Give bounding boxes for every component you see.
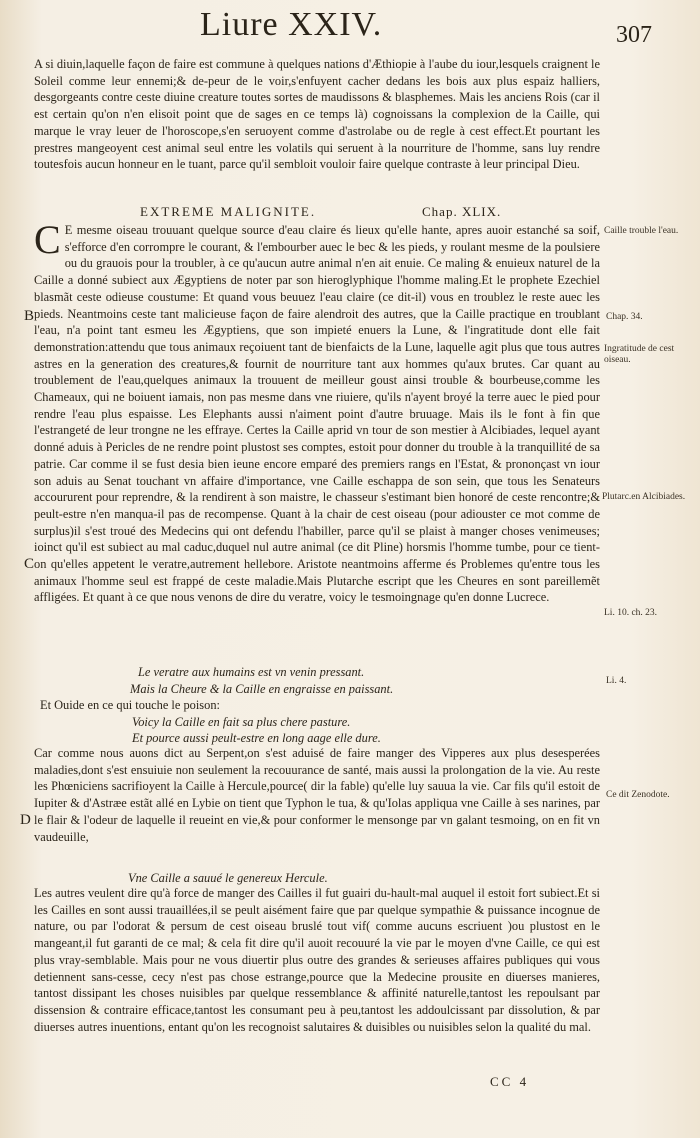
verse-line-4: Et pource aussi peult-estre en long aage elle dure. [132, 731, 381, 745]
margin-note: Li. 10. ch. 23. [604, 608, 658, 618]
verse-line-2: Mais la Cheure & la Caille en engraisse en paissant. [130, 682, 394, 696]
ovide-intro: Et Ouide en ce qui touche le poison: [40, 698, 220, 712]
page-number: 307 [616, 22, 652, 48]
margin-note: Ingratitude de cest oiseau. [604, 344, 675, 365]
margin-note: Chap. 34. [606, 312, 643, 322]
section-letter-c: C [24, 556, 35, 572]
page-title: Liure XXIV. [200, 6, 383, 43]
section-heading [140, 204, 610, 220]
section-letter-d: D [20, 812, 31, 828]
section-letter-b: B [24, 308, 35, 324]
drop-cap: C [34, 217, 61, 262]
margin-note: Li. 4. [606, 676, 627, 686]
verse-line-1: Le veratre aux humains est vn venin pressant. [138, 665, 365, 679]
paragraph-2 [34, 217, 600, 606]
signature-mark: CC 4 [490, 1074, 530, 1089]
paragraph-3: Car comme nous auons dict au Serpent,on s'est aduisé de faire manger des Vipperes aux plus desesperées maladies,dont s'est ensuiuie non seulement la recouurance de santé, mais aussi la prolongation de la vie. Au reste les Phœniciens sacrifioyent la Caille à Hercule,pource( dir la fable) qu'elle luy sauua la vie. Car fils qu'il estoit de Iupiter & d'Astræe estãt allé en Lybie on tient que Typhon le tua, & qu'Iolas appliqua vne Caille à ses narines, par le flair & l'odeur de laquelle il reueint en vie,& pour conformer le mensonge par vn galant tesmoing, on en fit vn vaudeuille, [34, 746, 600, 844]
paragraph-1: A si diuin,laquelle façon de faire est commune à quelques nations d'Æthiopie à l'aube du iour,lesquels craignent le Soleil comme leur ennemi;& de-peur de le voir,s'enfuyent cacher dedans les bois aux plus espaiz halliers, desgorgeants contre ceste diuine creature toutes sortes de maudissons & blasphemes. Mais les anciens Rois (car il est certain qu'on n'en elisoit point que de sages en ce temps là) cognoissans la complexion de la Caille, qui marque le vray leuer de l'horoscope,s'en seruoyent comme d'astrolabe ou de regle à cest effect.Et pourtant les prestres mangeoyent cest animal seul entre les volatils qui seruent à la nourriture de l'homme, sans luy rendre toutesfois aucun honneur en le tuant, parce qu'il sembloit vouloir faire quelque contraste à leur principal Dieu. [34, 57, 600, 172]
verse-line-3: Voicy la Caille en fait sa plus chere pasture. [132, 715, 351, 729]
verse-line-5: Vne Caille a sauué le genereux Hercule. [128, 871, 328, 885]
margin-note: Ce dit Zenodote. [606, 790, 670, 800]
margin-note: Caille trouble l'eau. [604, 226, 679, 236]
paragraph-2-text: E mesme oiseau trouuant quelque source d'eau claire és lieux qu'elle hante, apres auoir estanché sa soif, s'efforce d'en corrompre le courant, & l'embourber auec le bec & les pieds, y roulant mesme de la poulsiere ou du grauois pour la troubler, à ce qu'aucun autre animal n'en ait enuie. Ce maling & enuieux naturel de la Caille a donné subiect aux Ægyptiens de noter par son hieroglyphique l'homme maling.Et le prophete Ezechiel blasmãt ceste odieuse coustume: Et quand vous beuuez l'eau claire (ce dit-il) vous en troublez le reste auec les pieds. Neantmoins ceste tant malicieuse façon de faire alendroit des autres, que la Caille practique en troublant l'eau, n'a point tant esmeu les Ægyptiens, que son impieté enuers la Lune, & l'ingratitude dont elle fait demonstration:attendu que tous animaux reçoiuent tant de bienfaicts de la Lune, laquelle agit plus que tous autres astres en la generation des creatures,& fournit de nourriture tant aux hommes qu'aux brutes. Car quant au troublement de l'eau,quelques animaux la trouuent de meilleur goust ainsi trouble & bourbeuse,comme les Chameaux, qui ne boiuent iamais, non pas mesme dans vne riuiere, qu'ils n'ayent broyé la terre auec le pied pour rendre l'eau plus espaisse. Les Elephants aussi n'aiment point d'autre bruuage. Mais ils le font à fin que l'estrangeté de leur trongne ne les effraye. Certes la Caille aprid vn tour de son mestier à Alcibiades, lequel ayant donné aduis à Pericles de ne rendre point plustost ses comptes, estoit pour donner du trouble à la tranquillité de sa patrie. Car comme il se fust desia bien ieune encore emparé des premiers rangs en l'Estat, & prononçast vn iour son aduis au Senat touchant vn affaire d'importance, vne Caille eschappa de son sein, que tous les Senateurs accoururent pour reprendre, & la rendirent à son maistre, le chasseur s'estimant bien honoré de ceste rencontre;& peult-estre n'en manqua-il pas de recompense. Quant à la chair de cest oiseau (pour adiouster ce mot comme de surplus)il s'est troué des Medecins qui ont defendu l'habiller, parce qu'il se plaist à manger choses venimeuses; ioinct qu'il est subiect au mal caduc,duquel nul autre animal (ce dit Pline) horsmis l'homme tumbe, pour ce tient-on qu'elles appetent le veratre,autrement hellebore. Aristote neantmoins afferme és Problemes qu'entre tous les animaux l'homme seul est frappé de ceste maladie.Mais Plutarche escript que les Cheures en sont pareillemẽt affligées. Et quant à ce que nous venons de dire du veratre, voicy le tesmoingnage qu'en donne Lucrece. [34, 223, 600, 605]
paragraph-4: Les autres veulent dire qu'à force de manger des Cailles il fut guairi du-hault-mal auquel il estoit fort subiect.Et si les Cailles en sont aussi trauaillées,il se peult aisément faire que par quelque sympathie & puissance incognue de nature, ou par l'odorat & persum de cest oiseau bruslé tout vif( comme aucuns escriuent )ou plustost en le mangeant,il fut garanti de ce mal; & cela fit dire qu'il auoit recouuré la vie par le moyen d'vne Caille, ce qui est plus vray-semblable. Mais pour ne vous diuertir plus outre des grandes & serieuses affaires publiques qui vous detiennent sans-cesse, cecy n'est pas chose estrange,pource que la Medecine prousite en diuerses manieres, tantost dissipant les choses nuisibles par quelque ressemblance & affinité naturelle,tantost les repoulsant par dissension & contraire efficace,tantost les consumant peu à peu,tantost les addoulcissant par dissolution, & par diuerses autres inuentions, entant qu'on les recognoist salutaires & duisibles ou nuisibles selon la qualité du mal. [34, 886, 600, 1034]
chapter-label: Chap. XLIX. [422, 204, 502, 219]
heading-title: EXTREME MALIGNITE. [140, 204, 317, 219]
margin-note: Plutarc.en Alcibiades. [602, 492, 686, 502]
